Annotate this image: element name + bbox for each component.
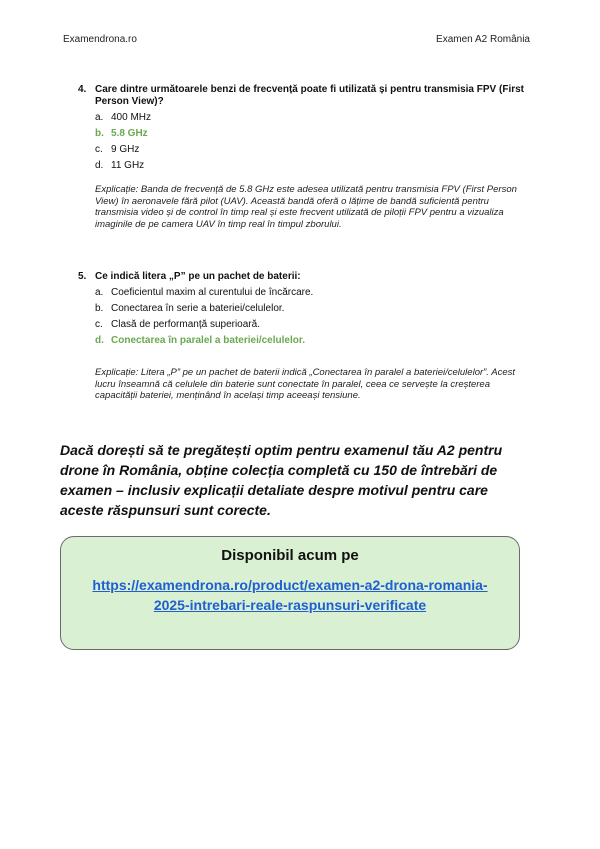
option-letter: b. <box>95 303 104 314</box>
answer-option-d-correct <box>95 333 548 349</box>
answer-option-b-correct <box>95 126 548 142</box>
option-text: 5.8 GHz <box>111 128 148 139</box>
option-letter: a. <box>95 112 104 123</box>
option-text: Coeficientul maxim al curentului de încărcare. <box>111 287 314 298</box>
question-number: 5. <box>78 271 87 282</box>
explanation-5: Explicație: Litera „P” pe un pachet de baterii indică „Conectarea în paralel a bateriei/celulelor”. Acest lucru înseamnă că celulele din baterie sunt conectate în paralel, ceea ce servește la creșterea capacității bateriei, menținând în același timp aceeași tensiune. <box>95 367 515 401</box>
option-text: 400 MHz <box>111 112 152 123</box>
option-letter: c. <box>95 319 103 330</box>
header-exam-title: Examen A2 România <box>436 34 530 45</box>
product-link[interactable]: https://examendrona.ro/product/examen-a2-drona-romania-2025-intrebari-reale-raspunsuri-verificate <box>92 577 488 613</box>
answer-option-c <box>95 142 548 158</box>
option-letter: d. <box>95 160 104 171</box>
question-number: 4. <box>78 84 87 95</box>
explanation-4: Explicație: Banda de frecvență de 5.8 GHz este adesea utilizată pentru transmisia FPV (First Person View) în aeronavele fără pilot (UAV). Această bandă oferă o lățime de bandă suficientă pentru transmisia video și de control în timp real și este frecvent utilizată de piloții FPV pentru a vizualiza imaginile de pe camera UAV în timp real în timpul zborului. <box>95 184 517 230</box>
cta-box <box>60 536 520 650</box>
answer-options <box>95 110 548 174</box>
option-letter: a. <box>95 287 104 298</box>
header-site-name: Examendrona.ro <box>63 34 137 45</box>
promo-text: Dacă dorești să te pregătești optim pentru examenul tău A2 pentru drone în România, obține colecția completă cu 150 de întrebări de examen – inclusiv explicații detaliate despre motivul pentru care aceste răspunsuri sunt corecte. <box>60 442 503 518</box>
option-text: 11 GHz <box>111 160 145 171</box>
answer-options <box>95 285 548 349</box>
answer-option-d <box>95 158 548 174</box>
answer-option-a <box>95 110 548 126</box>
option-letter: d. <box>95 335 104 346</box>
option-letter: c. <box>95 144 103 155</box>
option-text: Conectarea în paralel a bateriei/celulelor. <box>111 335 305 346</box>
question-text: Care dintre următoarele benzi de frecvență poate fi utilizată și pentru transmisia FPV (First Person View)? <box>95 84 524 107</box>
option-text: Conectarea în serie a bateriei/celulelor. <box>111 303 285 314</box>
question-text: Ce indică litera „P” pe un pachet de baterii: <box>95 271 301 282</box>
cta-title: Disponibil acum pe <box>221 547 359 564</box>
answer-option-b <box>95 301 548 317</box>
option-text: 9 GHz <box>111 144 140 155</box>
answer-option-a <box>95 285 548 301</box>
option-letter: b. <box>95 128 104 139</box>
answer-option-c <box>95 317 548 333</box>
option-text: Clasă de performanță superioară. <box>111 319 260 330</box>
question-4 <box>78 84 548 174</box>
question-5 <box>78 271 548 349</box>
